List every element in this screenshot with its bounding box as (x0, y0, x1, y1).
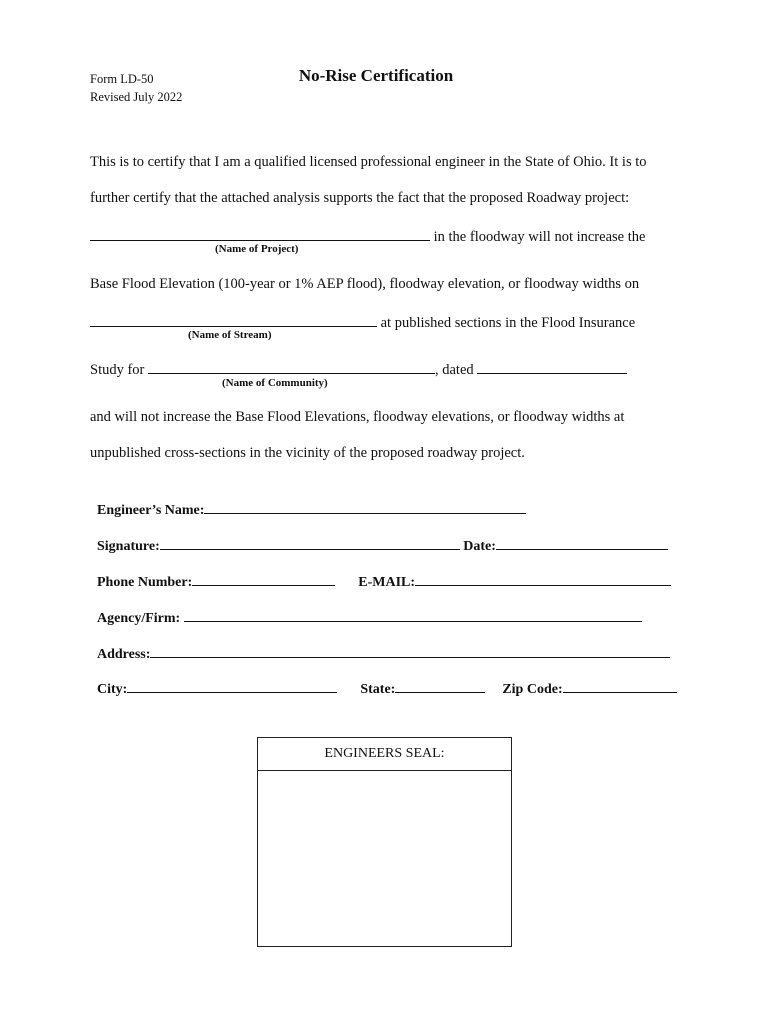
signature-label: Signature: (97, 539, 160, 554)
seal-area (258, 771, 511, 947)
certify-line-8: unpublished cross-sections in the vicinity of the proposed roadway project. (90, 445, 525, 461)
agency-label: Agency/Firm: (97, 611, 181, 626)
stream-line-text: at published sections in the Flood Insurance (380, 315, 636, 331)
stream-name-label: (Name of Stream) (188, 329, 272, 341)
project-line (90, 226, 645, 246)
email-field[interactable] (415, 571, 671, 586)
engineer-name-field[interactable] (204, 499, 526, 514)
date-label: Date: (463, 539, 496, 554)
project-line-text: in the floodway will not increase the (433, 229, 646, 245)
address-field[interactable] (150, 643, 670, 658)
project-name-label: (Name of Project) (215, 243, 299, 255)
stream-name-field[interactable] (90, 312, 377, 327)
city-label: City: (97, 682, 128, 697)
engineers-seal-label: ENGINEERS SEAL: (258, 738, 511, 771)
email-label: E-MAIL: (358, 575, 416, 590)
certify-line-2: further certify that the attached analysis supports the fact that the proposed Roadway project: (90, 190, 630, 206)
agency-row (97, 607, 642, 627)
state-label: State: (360, 682, 396, 697)
date-field[interactable] (496, 535, 668, 550)
city-state-zip-row (97, 678, 677, 698)
page-title: No-Rise Certification (298, 66, 454, 85)
revision-date: Revised July 2022 (90, 90, 183, 104)
engineer-name-label: Engineer’s Name: (97, 503, 205, 518)
phone-field[interactable] (192, 571, 335, 586)
engineers-seal-box (257, 737, 512, 947)
phone-label: Phone Number: (97, 575, 193, 590)
community-line (90, 359, 627, 379)
community-name-label: (Name of Community) (222, 377, 328, 389)
project-name-field[interactable] (90, 226, 430, 241)
agency-field[interactable] (184, 607, 642, 622)
certify-line-7: and will not increase the Base Flood Elevations, floodway elevations, or floodway widths at (90, 409, 625, 425)
certify-line-4: Base Flood Elevation (100-year or 1% AEP flood), floodway elevation, or floodway widths on (90, 276, 640, 292)
study-for-text: Study for (90, 362, 145, 378)
address-label: Address: (97, 647, 151, 662)
signature-field[interactable] (160, 535, 460, 550)
address-row (97, 643, 670, 663)
phone-email-row (97, 571, 671, 591)
certify-line-1: This is to certify that I am a qualified licensed professional engineer in the State of Ohio. It is to (90, 154, 647, 170)
state-field[interactable] (395, 678, 485, 693)
study-date-field[interactable] (477, 359, 627, 374)
stream-line (90, 312, 635, 332)
signature-row (97, 535, 668, 555)
zip-field[interactable] (563, 678, 677, 693)
city-field[interactable] (127, 678, 337, 693)
community-name-field[interactable] (148, 359, 435, 374)
dated-text: , dated (435, 362, 474, 378)
engineer-name-row (97, 499, 526, 519)
form-number: Form LD-50 (90, 72, 154, 86)
zip-label: Zip Code: (502, 682, 563, 697)
